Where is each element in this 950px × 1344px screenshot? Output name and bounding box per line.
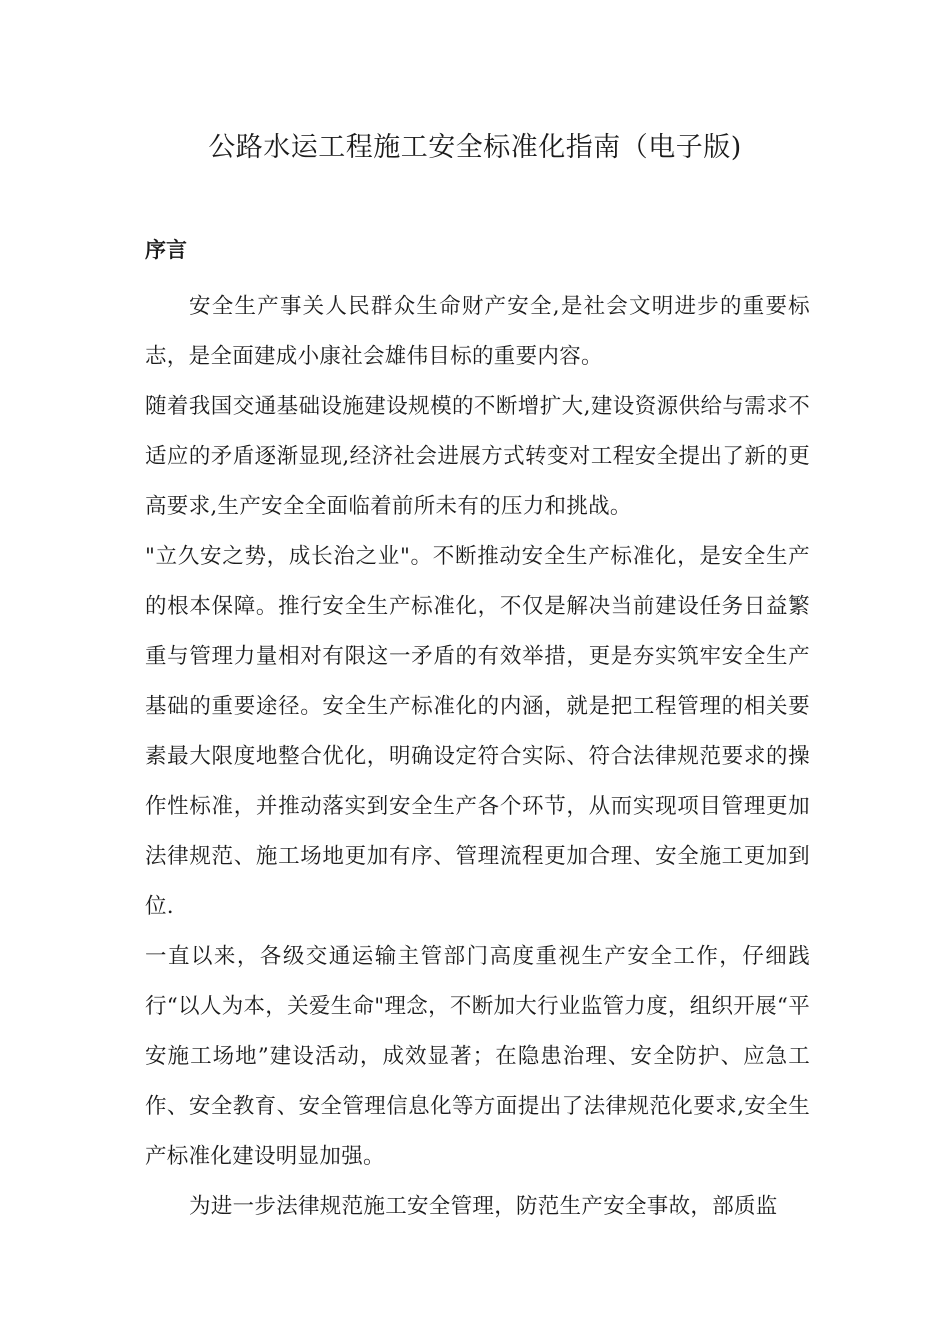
paragraph: 一直以来，各级交通运输主管部门高度重视生产安全工作，仔细践行“以人为本，关爱生命"理念，不断加大行业监管力度，组织开展“平安施工场地”建设活动，成效显著；在隐患治理、安全防护、应急工作、安全教育、安全管理信息化等方面提出了法律规范化要求,安全生产标准化建设明显加强。 [145, 944, 810, 1169]
paragraph: 为进一步法律规范施工安全管理，防范生产安全事故，部质监 [189, 1194, 778, 1219]
document-body [145, 282, 810, 1232]
section-heading-preface: 序言 [145, 237, 187, 262]
paragraph: 随着我国交通基础设施建设规模的不断增扩大,建设资源供给与需求不适应的矛盾逐渐显现,经济社会进展方式转变对工程安全提出了新的更高要求,生产安全全面临着前所未有的压力和挑战。 [145, 394, 810, 519]
paragraph: 安全生产事关人民群众生命财产安全,是社会文明进步的重要标志，是全面建成小康社会雄伟目标的重要内容。 [145, 294, 810, 369]
paragraph: "立久安之势，成长治之业"。不断推动安全生产标准化，是安全生产的根本保障。推行安全生产标准化，不仅是解决当前建设任务日益繁重与管理力量相对有限这一矛盾的有效举措，更是夯实筑牢安全生产基础的重要途径。安全生产标准化的内涵，就是把工程管理的相关要素最大限度地整合优化，明确设定符合实际、符合法律规范要求的操作性标准，并推动落实到安全生产各个环节，从而实现项目管理更加法律规范、施工场地更加有序、管理流程更加合理、安全施工更加到位. [145, 544, 810, 919]
document-title: 公路水运工程施工安全标准化指南（电子版) [208, 132, 742, 163]
